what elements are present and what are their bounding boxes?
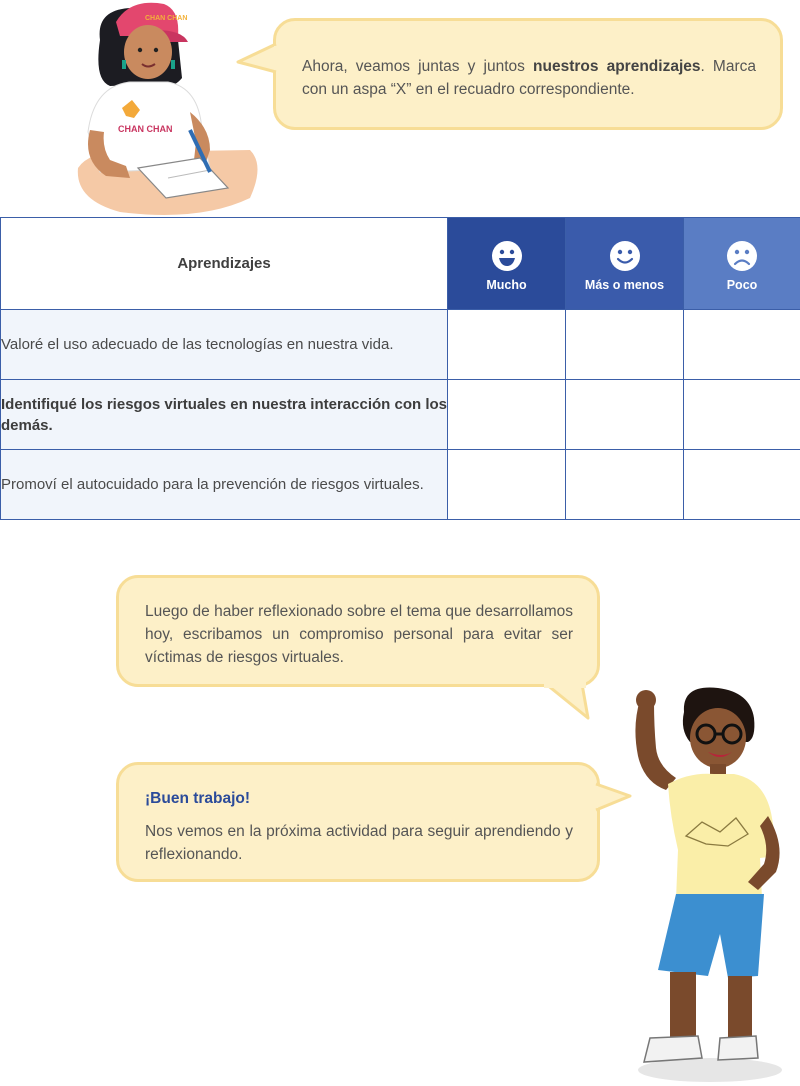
reflection-speech-bubble bbox=[116, 575, 600, 687]
column-header-aprendizajes: Aprendizajes bbox=[1, 218, 448, 310]
learning-item: Promoví el autocuidado para la prevención de riesgos virtuales. bbox=[1, 450, 448, 520]
boy-waving-illustration bbox=[610, 686, 790, 1084]
column-header-mucho bbox=[448, 218, 566, 310]
checkbox-cell-mucho[interactable] bbox=[448, 450, 566, 520]
checkbox-cell-mas-o-menos[interactable] bbox=[566, 450, 684, 520]
table-row bbox=[1, 450, 800, 520]
checkbox-cell-poco[interactable] bbox=[684, 380, 800, 450]
intro-text-end: . Marca con un aspa “X” en el recuadro correspondiente. bbox=[302, 58, 756, 98]
checkbox-cell-poco[interactable] bbox=[684, 310, 800, 380]
reflection-bubble-tail bbox=[540, 682, 600, 722]
intro-bubble-tail bbox=[236, 40, 278, 80]
girl-writing-illustration bbox=[60, 0, 270, 220]
intro-text-start: Ahora, veamos juntas y juntos bbox=[302, 58, 534, 75]
column-header-mas-o-menos bbox=[566, 218, 684, 310]
intro-speech-bubble bbox=[273, 18, 783, 130]
checkbox-cell-mas-o-menos[interactable] bbox=[566, 310, 684, 380]
learning-item: Valoré el uso adecuado de las tecnologías en nuestra vida. bbox=[1, 310, 448, 380]
checkbox-cell-mucho[interactable] bbox=[448, 310, 566, 380]
good-job-title: ¡Buen trabajo! bbox=[145, 790, 251, 807]
column-label-mucho: Mucho bbox=[486, 278, 527, 292]
column-header-poco bbox=[684, 218, 800, 310]
learning-item: Identifiqué los riesgos virtuales en nuestra interacción con los demás. bbox=[1, 380, 448, 450]
table-row bbox=[1, 310, 800, 380]
good-job-text: Nos vemos en la próxima actividad para seguir aprendiendo y reflexionando. bbox=[145, 823, 573, 863]
checkbox-cell-mas-o-menos[interactable] bbox=[566, 380, 684, 450]
table-row bbox=[1, 380, 800, 450]
grin-face-icon bbox=[491, 240, 523, 272]
checkbox-cell-poco[interactable] bbox=[684, 450, 800, 520]
smile-face-icon bbox=[609, 240, 641, 272]
column-label-poco: Poco bbox=[726, 278, 758, 292]
learning-evaluation-table bbox=[0, 217, 800, 520]
sad-face-icon bbox=[726, 240, 758, 272]
intro-text-bold: nuestros aprendizajes bbox=[533, 58, 701, 75]
reflection-text: Luego de haber reflexionado sobre el tema que desarrollamos hoy, escribamos un compromiso personal para evitar ser víctimas de riesgos virtuales. bbox=[145, 603, 573, 666]
table-header-row bbox=[1, 218, 800, 310]
checkbox-cell-mucho[interactable] bbox=[448, 380, 566, 450]
good-job-speech-bubble bbox=[116, 762, 600, 882]
shirt-logo-text: CHAN CHAN bbox=[118, 124, 173, 134]
column-label-mas-o-menos: Más o menos bbox=[584, 278, 665, 292]
cap-logo-text: CHAN CHAN bbox=[145, 15, 188, 22]
